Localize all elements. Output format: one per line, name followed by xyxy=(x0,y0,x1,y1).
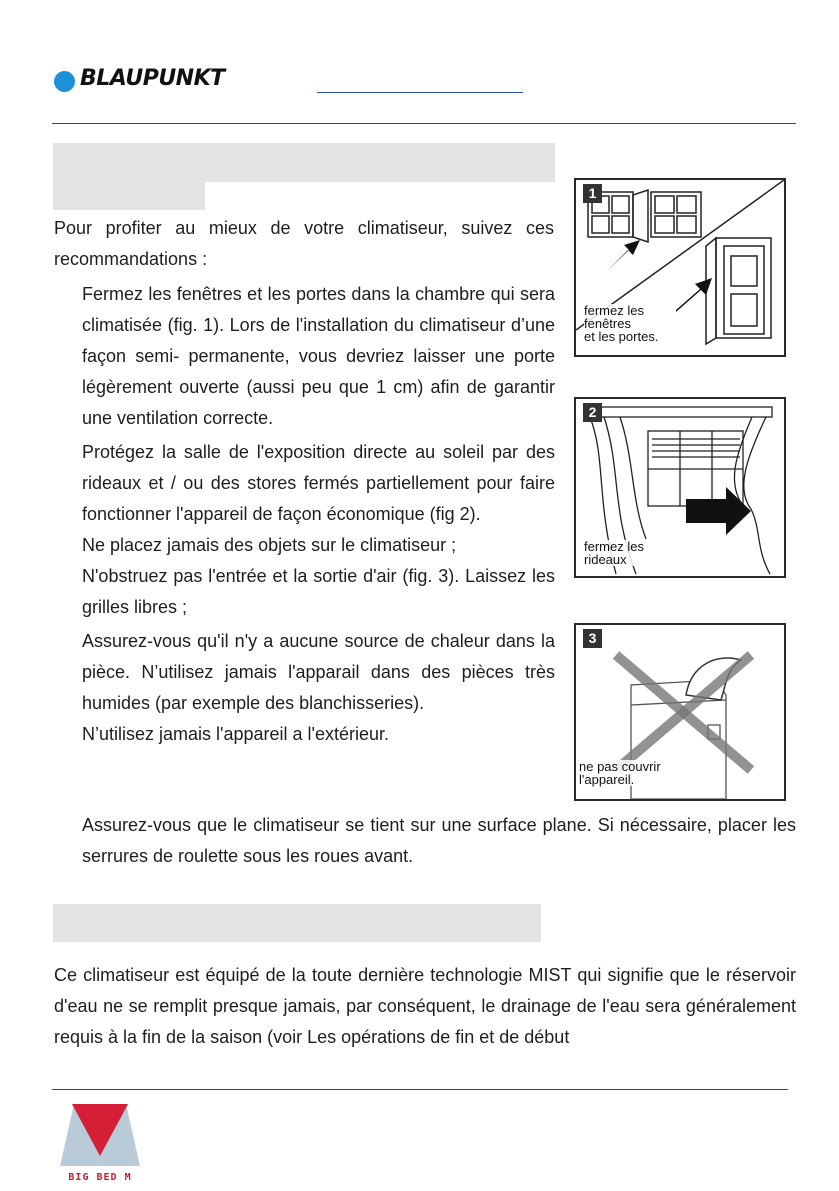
header-divider xyxy=(52,123,796,124)
figure-1-close-windows-doors xyxy=(574,178,786,357)
figure-caption: fermez les fenêtres et les portes. xyxy=(584,303,659,344)
mist-paragraph: Ce climatiseur est équipé de la toute dernière technologie MIST qui signifie que le réservoir d'eau ne se remplit presque jamais, par conséquent, le drainage de l'eau sera généralement requis à la fin de la saison (voir Les opérations de fin et de début xyxy=(54,965,796,1047)
recommendation-item: Ne placez jamais des objets sur le climatiseur ; xyxy=(82,535,457,555)
figure-number: 3 xyxy=(583,629,602,648)
recommendation-item: N'obstruez pas l'entrée et la sortie d'air (fig. 3). Laissez les grilles libres ; xyxy=(82,566,555,617)
figure-caption: fermez les rideaux xyxy=(584,539,644,567)
recommendation-item: Protégez la salle de l'exposition directe au soleil par des rideaux et / ou des stores fermés partiellement pour faire fonctionner l'appareil de façon économique (fig 2). xyxy=(82,442,555,524)
section-heading-bar xyxy=(53,904,541,942)
footer-logo-text: BIG BED M xyxy=(68,1172,132,1183)
figure-2-close-curtains xyxy=(574,397,786,578)
brand-logo-dot xyxy=(54,71,75,92)
recommendation-item: Assurez-vous que le climatiseur se tient sur une surface plane. Si nécessaire, placer les serrures de roulette sous les roues avant. xyxy=(82,815,796,866)
section-heading-bar-continuation xyxy=(53,182,205,210)
recommendation-item: Assurez-vous qu'il n'y a aucune source de chaleur dans la pièce. N’utilisez jamais l'apparail dans des pièces très humides (par exemple des blanchisseries). xyxy=(82,631,555,713)
section-heading-bar xyxy=(53,143,555,182)
figure-number: 2 xyxy=(583,403,602,422)
figure-caption: ne pas couvrir l'appareil. xyxy=(579,759,661,787)
intro-paragraph: Pour profiter au mieux de votre climatiseur, suivez ces recommandations : xyxy=(54,218,554,269)
recommendation-item: N’utilisez jamais l'appareil a l'extérieur. xyxy=(82,724,390,744)
header-link-underline[interactable] xyxy=(317,92,523,93)
recommendation-list xyxy=(82,279,555,750)
figure-number: 1 xyxy=(583,184,602,203)
footer-logo-icon xyxy=(60,1100,140,1168)
brand-logo: BLAUPUNKT xyxy=(80,66,225,91)
recommendation-item: Fermez les fenêtres et les portes dans la chambre qui sera climatisée (fig. 1). Lors de l'installation du climatiseur d’une façon semi- permanente, vous devriez laisser une porte légèrement ouverte (aussi peu que 1 cm) afin de garantir une ventilation correcte. xyxy=(82,284,555,428)
figure-3-do-not-cover xyxy=(574,623,786,801)
footer-divider xyxy=(52,1089,788,1090)
